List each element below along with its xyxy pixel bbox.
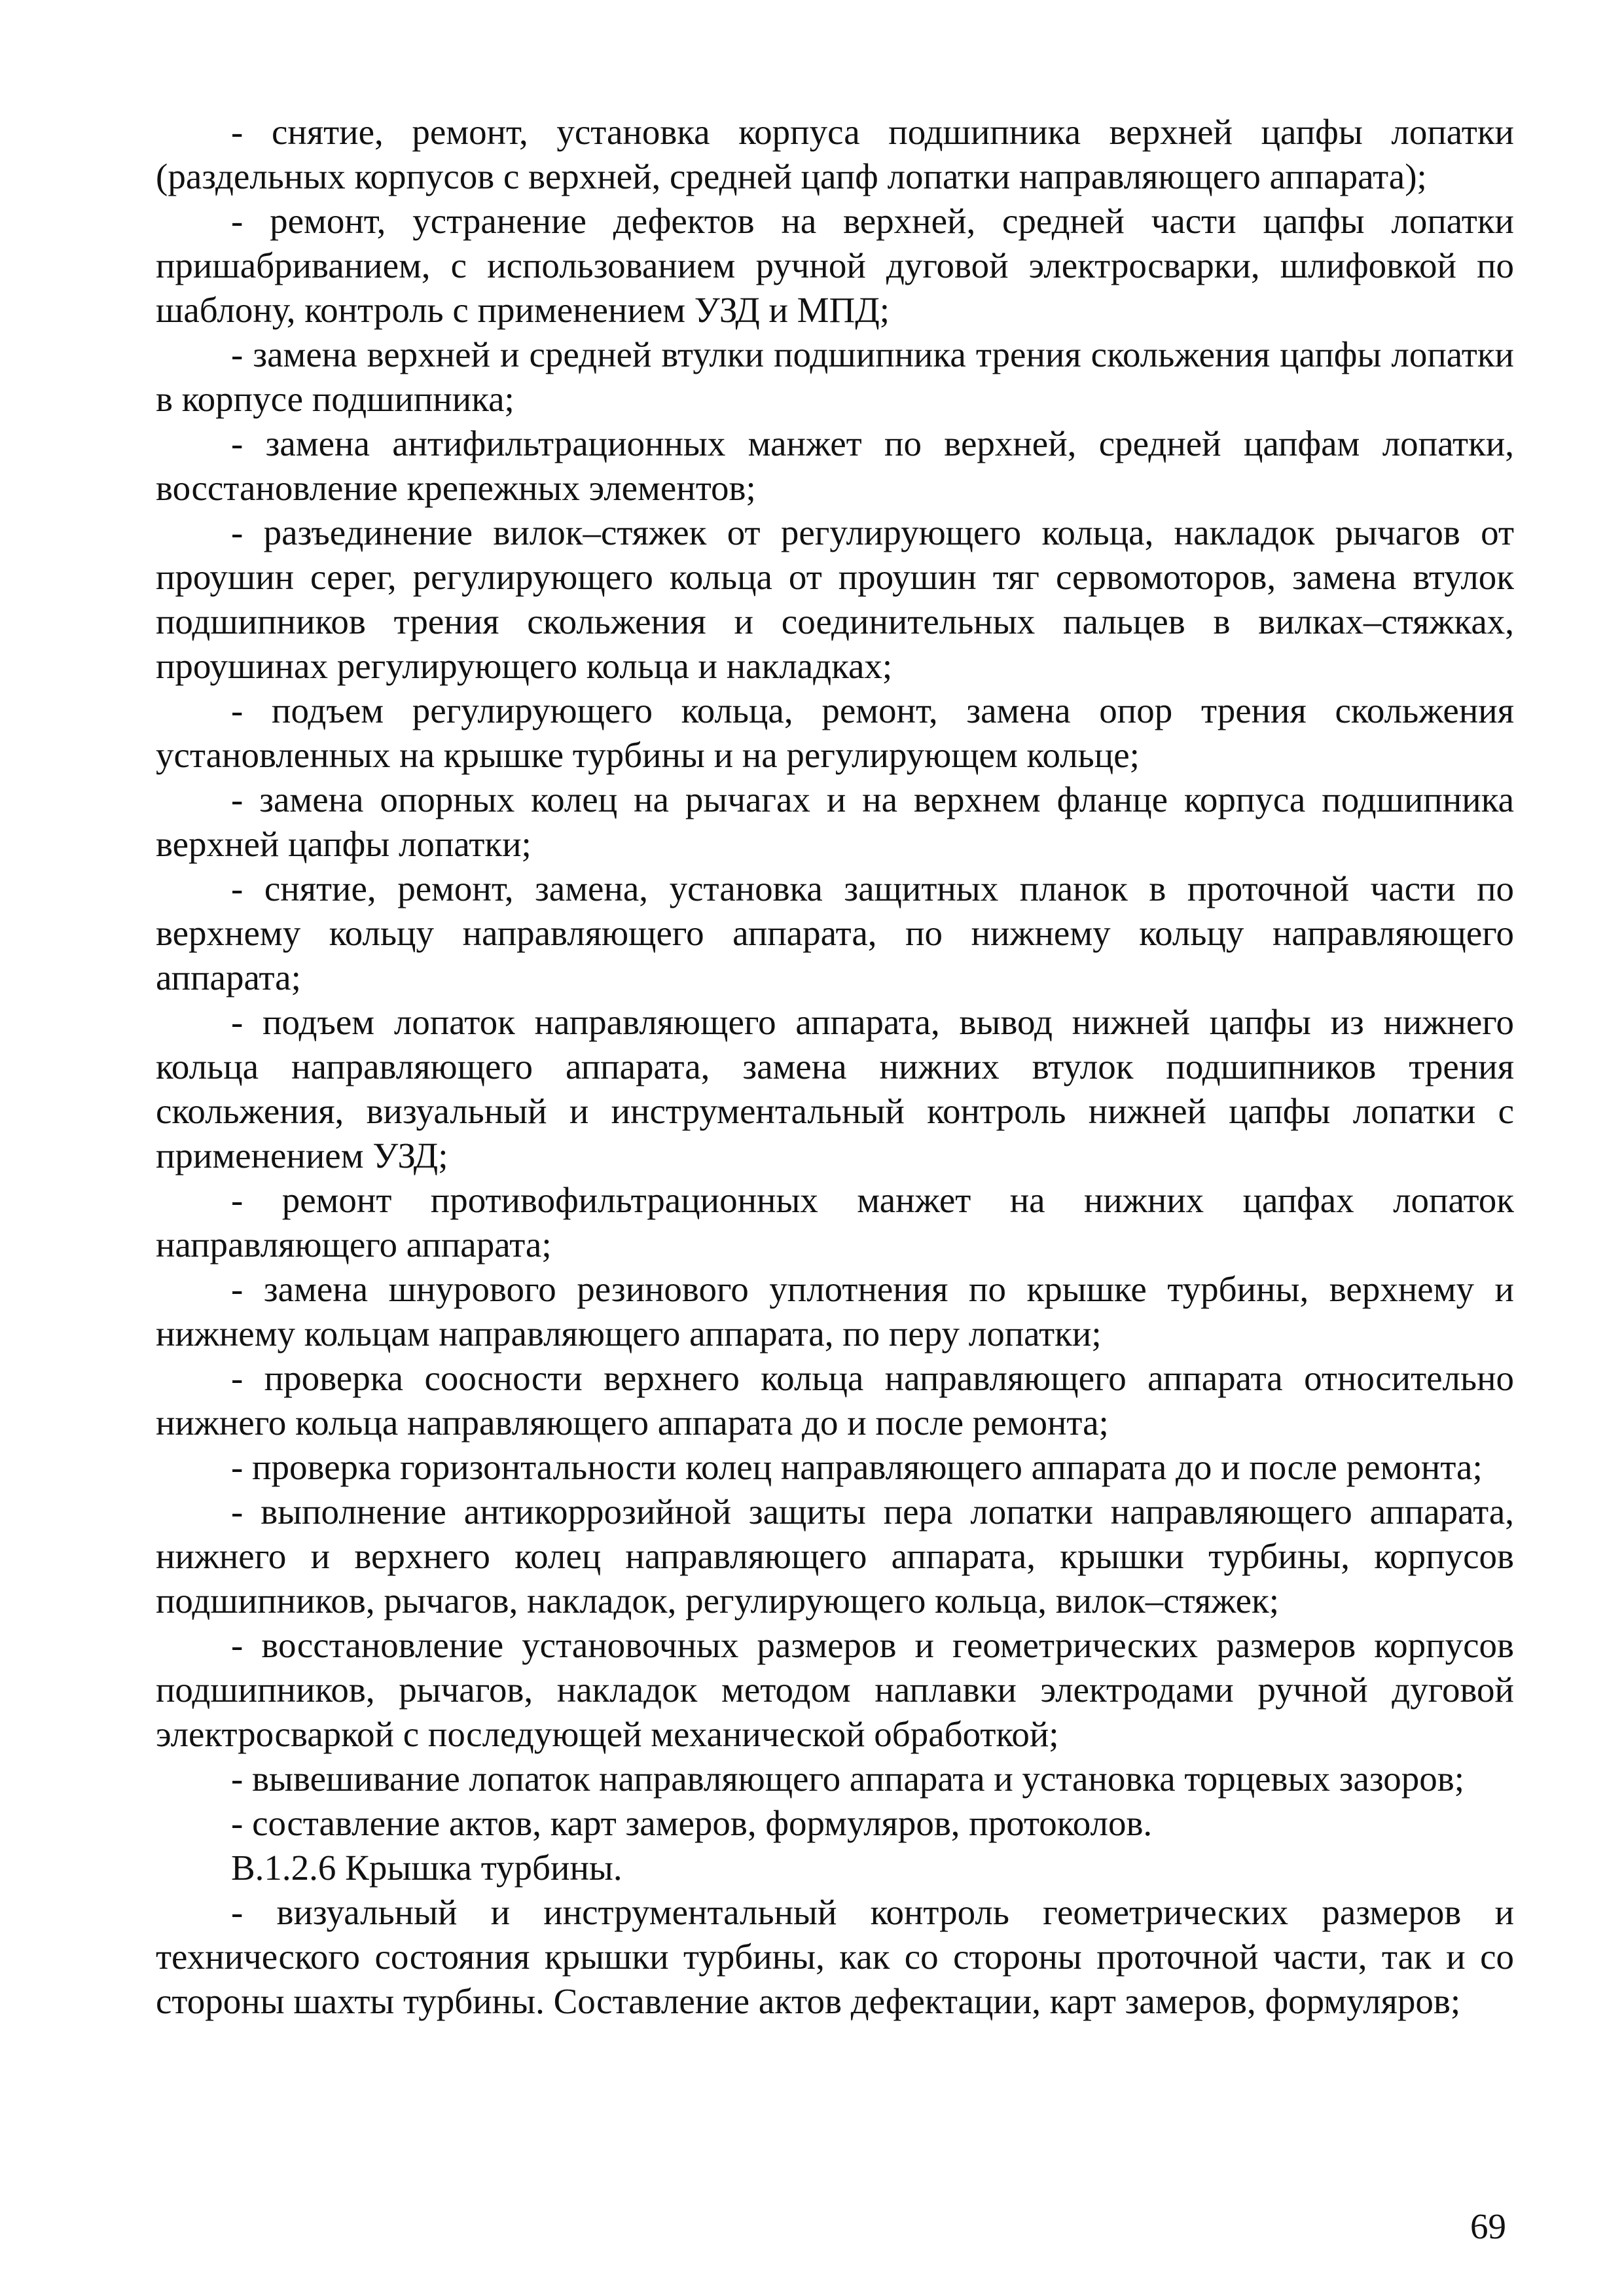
paragraph-13: - проверка горизонтальности колец направляющего аппарата до и после ремонта; <box>231 1447 1483 1487</box>
paragraph-12: - проверка соосности верхнего кольца направляющего аппарата относительно нижнего кольца направляющего аппарата до и после ремонта; <box>156 1358 1514 1443</box>
paragraph-11: - замена шнурового резинового уплотнения по крышке турбины, верхнему и нижнему кольцам направляющего аппарата, по перу лопатки; <box>156 1269 1514 1354</box>
page-number: 69 <box>1470 2206 1506 2246</box>
paragraph-7: - замена опорных колец на рычагах и на верхнем фланце корпуса подшипника верхней цапфы лопатки; <box>156 780 1514 864</box>
paragraph-14: - выполнение антикоррозийной защиты пера лопатки направляющего аппарата, нижнего и верхнего колец направляющего аппарата, крышки турбины, корпусов подшипников, рычагов, накладок, регулирующего кольца, вилок–стяжек; <box>156 1492 1514 1621</box>
paragraph-2: - ремонт, устранение дефектов на верхней, средней части цапфы лопатки пришабриванием, с использованием ручной дуговой электросварки, шлифовкой по шаблону, контроль с применением УЗД и МПД; <box>156 201 1514 330</box>
paragraph-8: - снятие, ремонт, замена, установка защитных планок в проточной части по верхнему кольцу направляющего аппарата, по нижнему кольцу направляющего аппарата; <box>156 869 1514 997</box>
body-text <box>156 110 1514 2024</box>
paragraph-19: - визуальный и инструментальный контроль геометрических размеров и технического состояния крышки турбины, как со стороны проточной части, так и со стороны шахты турбины. Составление актов дефектации, карт замеров, формуляров; <box>156 1892 1514 2021</box>
paragraph-1: - снятие, ремонт, установка корпуса подшипника верхней цапфы лопатки (раздельных корпусов с верхней, средней цапф лопатки направляющего аппарата); <box>156 112 1514 196</box>
paragraph-3: - замена верхней и средней втулки подшипника трения скольжения цапфы лопатки в корпусе подшипника; <box>156 334 1514 419</box>
paragraph-15: - восстановление установочных размеров и геометрических размеров корпусов подшипников, рычагов, накладок методом наплавки электродами ручной дуговой электросваркой с последующей механической обработкой; <box>156 1625 1514 1754</box>
section-heading: В.1.2.6 Крышка турбины. <box>231 1848 623 1888</box>
paragraph-4: - замена антифильтрационных манжет по верхней, средней цапфам лопатки, восстановление крепежных элементов; <box>156 423 1514 508</box>
paragraph-5: - разъединение вилок–стяжек от регулирующего кольца, накладок рычагов от проушин серег, регулирующего кольца от проушин тяг сервомоторов, замена втулок подшипников трения скольжения и соединительных пальцев в вилках–стяжках, проушинах регулирующего кольца и накладках; <box>156 512 1514 686</box>
paragraph-17: - составление актов, карт замеров, формуляров, протоколов. <box>231 1803 1153 1843</box>
paragraph-16: - вывешивание лопаток направляющего аппарата и установка торцевых зазоров; <box>231 1759 1465 1799</box>
paragraph-9: - подъем лопаток направляющего аппарата, вывод нижней цапфы из нижнего кольца направляющего аппарата, замена нижних втулок подшипников трения скольжения, визуальный и инструментальный контроль нижней цапфы лопатки с применением УЗД; <box>156 1002 1514 1175</box>
paragraph-10: - ремонт противофильтрационных манжет на нижних цапфах лопаток направляющего аппарата; <box>156 1180 1514 1265</box>
paragraph-6: - подъем регулирующего кольца, ремонт, замена опор трения скольжения установленных на крышке турбины и на регулирующем кольце; <box>156 691 1514 775</box>
